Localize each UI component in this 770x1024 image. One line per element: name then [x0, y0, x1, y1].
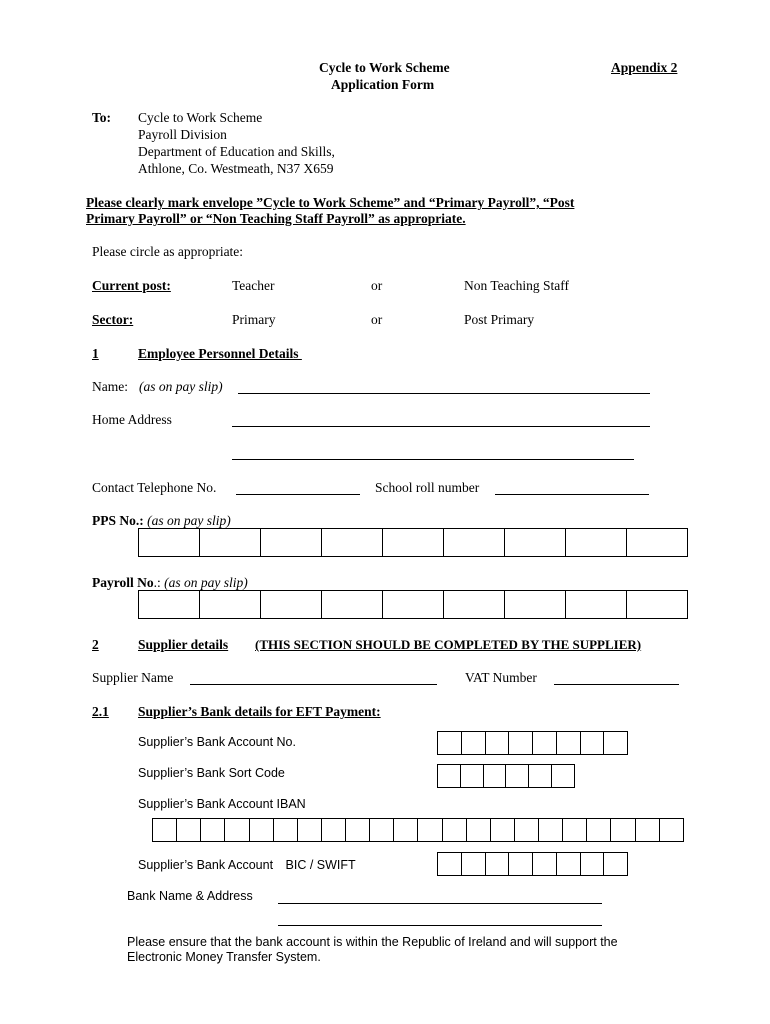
- vat-number-label: VAT Number: [465, 670, 537, 685]
- payroll-label-suffix: .:: [153, 575, 161, 590]
- iban-box[interactable]: [418, 819, 442, 841]
- payroll-box[interactable]: [505, 591, 566, 618]
- payroll-box[interactable]: [200, 591, 261, 618]
- account-digit-box[interactable]: [533, 732, 557, 754]
- payroll-box[interactable]: [383, 591, 444, 618]
- iban-box[interactable]: [201, 819, 225, 841]
- option-non-teaching-staff[interactable]: Non Teaching Staff: [464, 278, 570, 293]
- section-2-1-title: Supplier’s Bank details for EFT Payment:: [138, 704, 381, 719]
- appendix-label: Appendix 2: [611, 60, 678, 75]
- iban-box[interactable]: [274, 819, 298, 841]
- payroll-number-boxes[interactable]: [138, 590, 688, 619]
- iban-box[interactable]: [298, 819, 322, 841]
- bic-box[interactable]: [462, 853, 486, 875]
- school-roll-label: School roll number: [375, 480, 480, 495]
- pps-box[interactable]: [627, 529, 688, 556]
- payroll-box[interactable]: [627, 591, 688, 618]
- footer-note-line-2: Electronic Money Transfer System.: [127, 950, 321, 964]
- payroll-note: (as on pay slip): [164, 575, 248, 590]
- contact-telephone-input-line[interactable]: [236, 494, 360, 495]
- pps-box[interactable]: [322, 529, 383, 556]
- name-label: Name:: [92, 379, 128, 394]
- pps-box[interactable]: [200, 529, 261, 556]
- form-subtitle: Application Form: [331, 77, 435, 92]
- address-line-3: Department of Education and Skills,: [138, 144, 335, 159]
- bank-account-no-boxes[interactable]: [437, 731, 628, 755]
- option-teacher[interactable]: Teacher: [232, 278, 275, 293]
- account-digit-box[interactable]: [509, 732, 533, 754]
- iban-box[interactable]: [660, 819, 684, 841]
- bic-box[interactable]: [509, 853, 533, 875]
- pps-note: (as on pay slip): [147, 513, 231, 528]
- pps-label-group: [92, 513, 231, 529]
- account-digit-box[interactable]: [604, 732, 628, 754]
- account-digit-box[interactable]: [557, 732, 581, 754]
- bic-box[interactable]: [438, 853, 462, 875]
- bank-bic-label-a: Supplier’s Bank Account: [138, 858, 274, 872]
- home-address-input-line-1[interactable]: [232, 426, 650, 427]
- envelope-notice-line-1: Please clearly mark envelope ”Cycle to Work Scheme” and “Primary Payroll”, “Post: [86, 195, 575, 210]
- form-title: Cycle to Work Scheme: [319, 60, 450, 75]
- iban-box[interactable]: [611, 819, 635, 841]
- account-digit-box[interactable]: [581, 732, 605, 754]
- account-digit-box[interactable]: [462, 732, 486, 754]
- current-post-label: Current post:: [92, 278, 171, 293]
- section-1-title: Employee Personnel Details: [138, 346, 302, 361]
- payroll-box[interactable]: [261, 591, 322, 618]
- sort-code-box[interactable]: [438, 765, 461, 787]
- pps-box[interactable]: [383, 529, 444, 556]
- sector-label: Sector:: [92, 312, 134, 327]
- iban-box[interactable]: [587, 819, 611, 841]
- option-post-primary[interactable]: Post Primary: [464, 312, 535, 327]
- section-2-1-number: 2.1: [92, 704, 109, 719]
- iban-box[interactable]: [225, 819, 249, 841]
- bank-bic-label-b: BIC / SWIFT: [285, 858, 356, 872]
- address-line-1: Cycle to Work Scheme: [138, 110, 263, 125]
- pps-box[interactable]: [261, 529, 322, 556]
- bank-name-address-input-line-2[interactable]: [278, 925, 602, 926]
- bank-iban-label: Supplier’s Bank Account IBAN: [138, 797, 306, 811]
- home-address-input-line-2[interactable]: [232, 459, 634, 460]
- bank-bic-label: [138, 858, 356, 872]
- envelope-notice-line-2: Primary Payroll” or “Non Teaching Staff Payroll” as appropriate.: [86, 211, 466, 226]
- pps-label: PPS No.:: [92, 513, 144, 528]
- bank-iban-boxes[interactable]: [152, 818, 684, 842]
- bic-box[interactable]: [581, 853, 605, 875]
- payroll-box[interactable]: [566, 591, 627, 618]
- iban-box[interactable]: [370, 819, 394, 841]
- section-2-number: 2: [92, 637, 99, 652]
- to-label: To:: [92, 110, 112, 125]
- pps-number-boxes[interactable]: [138, 528, 688, 557]
- section-2-note: (THIS SECTION SHOULD BE COMPLETED BY THE SUPPLIER): [255, 637, 642, 652]
- iban-box[interactable]: [563, 819, 587, 841]
- bank-account-no-label: Supplier’s Bank Account No.: [138, 735, 296, 749]
- bank-name-address-label: Bank Name & Address: [127, 889, 253, 903]
- or-text: or: [371, 278, 383, 293]
- bic-box[interactable]: [486, 853, 510, 875]
- pps-box[interactable]: [505, 529, 566, 556]
- payroll-box[interactable]: [444, 591, 505, 618]
- section-2-title: Supplier details: [138, 637, 229, 652]
- iban-box[interactable]: [322, 819, 346, 841]
- payroll-box[interactable]: [322, 591, 383, 618]
- address-line-2: Payroll Division: [138, 127, 227, 142]
- iban-box[interactable]: [491, 819, 515, 841]
- iban-box[interactable]: [636, 819, 660, 841]
- bic-box[interactable]: [604, 853, 628, 875]
- iban-box[interactable]: [443, 819, 467, 841]
- sort-code-box[interactable]: [529, 765, 552, 787]
- iban-box[interactable]: [539, 819, 563, 841]
- pps-box[interactable]: [444, 529, 505, 556]
- iban-box[interactable]: [394, 819, 418, 841]
- account-digit-box[interactable]: [486, 732, 510, 754]
- footer-note-line-1: Please ensure that the bank account is within the Republic of Ireland and will support the: [127, 935, 618, 949]
- bic-box[interactable]: [533, 853, 557, 875]
- sort-code-box[interactable]: [552, 765, 575, 787]
- bic-box[interactable]: [557, 853, 581, 875]
- address-line-4: Athlone, Co. Westmeath, N37 X659: [138, 161, 334, 176]
- iban-box[interactable]: [515, 819, 539, 841]
- sort-code-box[interactable]: [461, 765, 484, 787]
- iban-box[interactable]: [153, 819, 177, 841]
- bank-sort-code-boxes[interactable]: [437, 764, 575, 788]
- option-primary[interactable]: Primary: [232, 312, 276, 327]
- iban-box[interactable]: [346, 819, 370, 841]
- pps-box[interactable]: [566, 529, 627, 556]
- supplier-name-label: Supplier Name: [92, 670, 174, 685]
- iban-box[interactable]: [467, 819, 491, 841]
- payroll-label-group: [92, 575, 248, 591]
- vat-number-input-line[interactable]: [554, 684, 679, 685]
- sort-code-box[interactable]: [506, 765, 529, 787]
- iban-box[interactable]: [250, 819, 274, 841]
- bank-bic-boxes[interactable]: [437, 852, 628, 876]
- or-text: or: [371, 312, 383, 327]
- section-1-number: 1: [92, 346, 99, 361]
- pps-box[interactable]: [139, 529, 200, 556]
- bank-name-address-input-line-1[interactable]: [278, 903, 602, 904]
- bank-sort-code-label: Supplier’s Bank Sort Code: [138, 766, 285, 780]
- circle-instruction: Please circle as appropriate:: [92, 244, 244, 259]
- iban-box[interactable]: [177, 819, 201, 841]
- supplier-name-input-line[interactable]: [190, 684, 437, 685]
- home-address-label: Home Address: [92, 412, 172, 427]
- payroll-label: Payroll No: [92, 575, 154, 590]
- payroll-box[interactable]: [139, 591, 200, 618]
- sort-code-box[interactable]: [484, 765, 507, 787]
- contact-telephone-label: Contact Telephone No.: [92, 480, 217, 495]
- school-roll-input-line[interactable]: [495, 494, 649, 495]
- name-note: (as on pay slip): [139, 379, 223, 394]
- account-digit-box[interactable]: [438, 732, 462, 754]
- name-input-line[interactable]: [238, 393, 650, 394]
